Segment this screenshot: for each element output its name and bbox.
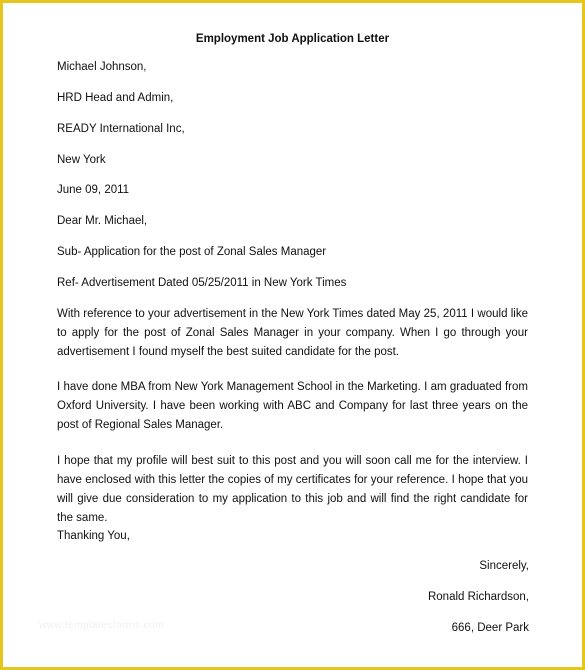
body-paragraph-2: I have done MBA from New York Management School in the Marketing. I am graduated from Oxford University. I have been working with ABC and Company for last three years on the post of Regional Sales Manager. <box>57 381 528 431</box>
recipient-company: READY International Inc, <box>57 123 185 135</box>
closing-line: Sincerely, <box>479 560 529 572</box>
recipient-city: New York <box>57 154 106 166</box>
letter-page <box>3 3 582 667</box>
subject-line: Sub- Application for the post of Zonal Sales Manager <box>57 246 327 258</box>
salutation: Dear Mr. Michael, <box>57 215 148 227</box>
signature-name: Ronald Richardson, <box>427 591 529 603</box>
signature-address: 666, Deer Park <box>451 622 529 634</box>
watermark: www.templatesforms.com <box>39 620 164 631</box>
recipient-title: HRD Head and Admin, <box>57 92 174 104</box>
letter-title: Employment Job Application Letter <box>195 33 390 45</box>
reference-line: Ref- Advertisement Dated 05/25/2011 in New York Times <box>57 277 347 289</box>
recipient-name: Michael Johnson, <box>57 61 147 73</box>
body-paragraph-3: I hope that my profile will best suit to this post and you will soon call me for the interview. I have enclosed with this letter the copies of my certificates for your reference. I hope that you will give due consideration to my application to this job and will find the right candidate for the same. <box>57 455 528 524</box>
thanks-line: Thanking You, <box>57 530 130 542</box>
letter-date: June 09, 2011 <box>57 184 130 196</box>
body-paragraph-1: With reference to your advertisement in the New York Times dated May 25, 2011 I would like to apply for the post of Zonal Sales Manager in your company. When I go through your advertisement I found myself the best suited candidate for the post. <box>57 308 528 358</box>
